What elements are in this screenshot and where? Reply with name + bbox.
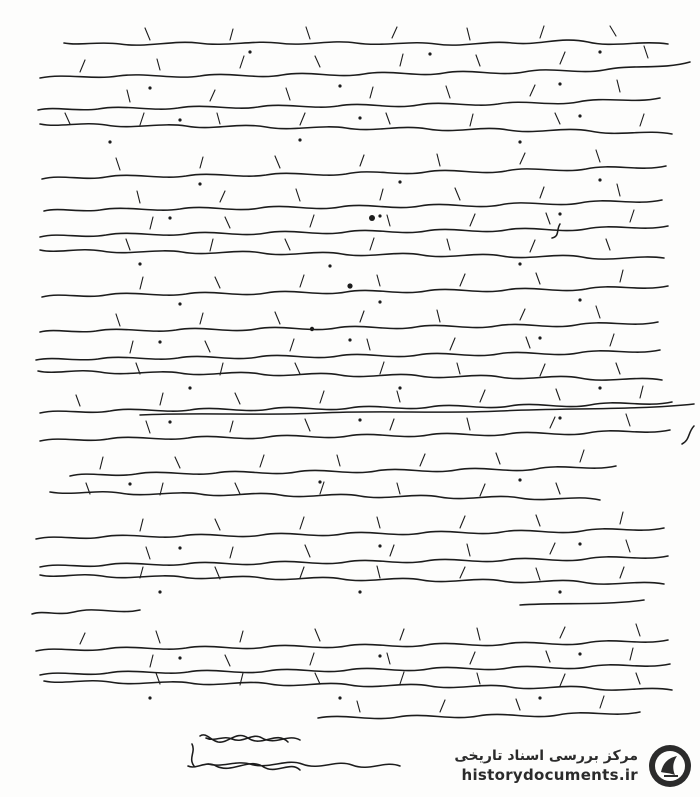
underline-marks [140, 224, 694, 605]
watermark-url: historydocuments.ir [461, 766, 638, 784]
archive-seal-icon [646, 742, 694, 790]
archive-watermark [412, 738, 694, 794]
watermark-text [454, 747, 638, 785]
diacritic-dots [108, 50, 601, 699]
signature [188, 735, 300, 770]
handwriting-lines [32, 40, 690, 767]
watermark-title: مرکز بررسی اسناد تاریخی [454, 748, 638, 764]
